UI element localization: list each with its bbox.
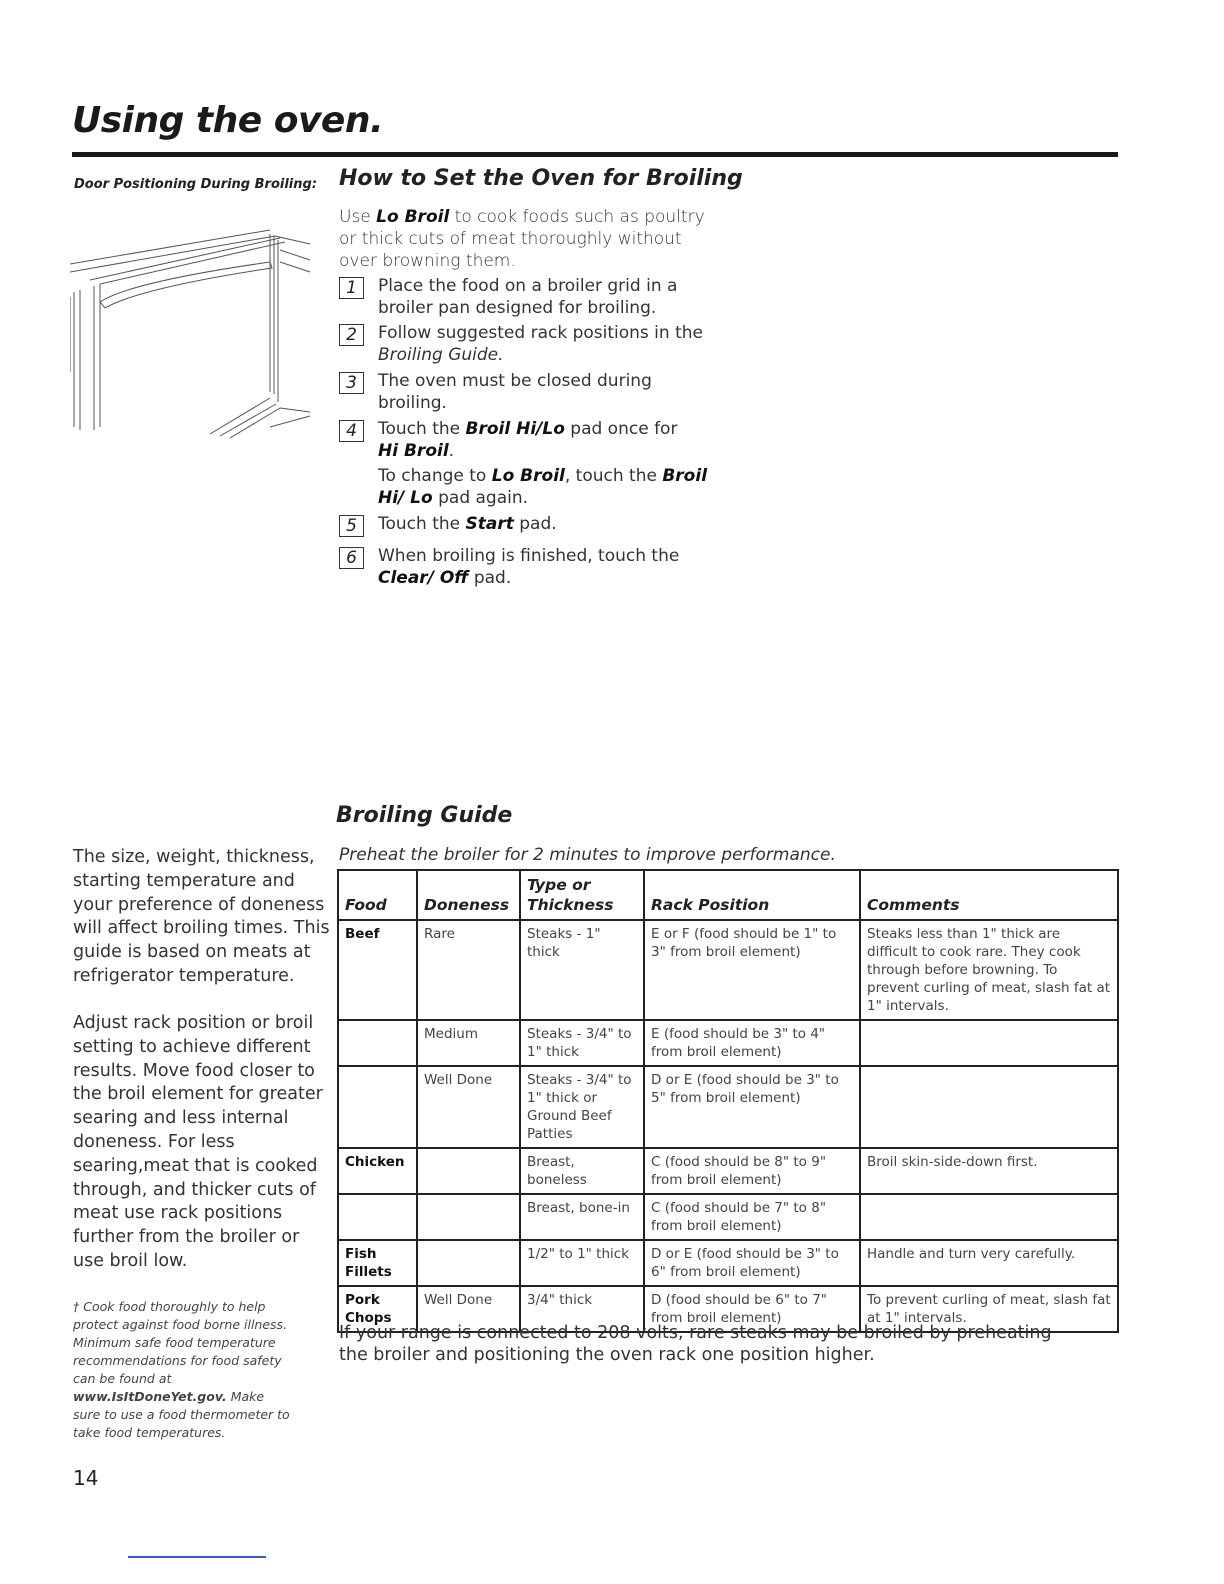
step-text: Touch the Broil Hi/Lo pad once for Hi Broil. [378,419,678,461]
table-cell-food: Beef [338,920,417,1020]
table-cell-rack: D (food should be 6" to 7" from broil element) [644,1286,860,1332]
step-text: The oven must be closed during broiling. [378,371,652,413]
table-cell-doneness: Well Done [417,1066,520,1148]
step-number: 2 [339,324,364,346]
table-row [338,1020,1118,1066]
table-row [338,1066,1118,1148]
table-cell-comments: Broil skin-side-down first. [860,1148,1118,1194]
table-cell-doneness [417,1148,520,1194]
table-row [338,1240,1118,1286]
table-header-row [338,870,1118,920]
broiling-guide-heading: Broiling Guide [336,803,513,828]
step-text: When broiling is finished, touch the Clear/ Off pad. [378,546,680,588]
column-header-rack: Rack Position [644,870,860,920]
table-cell-rack: D or E (food should be 3" to 6" from broil element) [644,1240,860,1286]
step-6 [339,545,719,589]
table-cell-doneness: Well Done [417,1286,520,1332]
column-header-food: Food [338,870,417,920]
step-5 [339,513,719,537]
table-cell-food: Chicken [338,1148,417,1194]
table-cell-doneness [417,1240,520,1286]
table-cell-type: Breast, boneless [520,1148,644,1194]
column-header-type: Type or Thickness [520,870,644,920]
table-cell-rack: C (food should be 7" to 8" from broil element) [644,1194,860,1240]
page-number: 14 [73,1466,99,1490]
sidebar-paragraph-1: The size, weight, thickness, starting temperature and your preference of doneness will affect broiling times. This guide is based on meats at refrigerator temperature. [73,847,330,986]
table-cell-food: Fish Fillets [338,1240,417,1286]
door-caption: Door Positioning During Broiling: [74,177,318,192]
table-cell-doneness [417,1194,520,1240]
food-safety-footnote: † Cook food thoroughly to help protect against food borne illness. Minimum safe food temperature recommendations for food safety can be found at www.IsItDoneYet.gov. Make sure to use a food thermometer to take food temperatures. [73,1299,290,1440]
step-number: 5 [339,515,364,537]
table-cell-rack: E or F (food should be 1" to 3" from broil element) [644,920,860,1020]
step-number: 3 [339,372,364,394]
208-volt-note: If your range is connected to 208 volts, rare steaks may be broiled by preheating the broiler and positioning the oven rack one position higher. [339,1323,1052,1365]
table-cell-comments [860,1194,1118,1240]
table-cell-food [338,1066,417,1148]
table-row [338,1194,1118,1240]
step-4 [339,418,719,462]
step-number: 1 [339,277,364,299]
step-text: Place the food on a broiler grid in a broiler pan designed for broiling. [378,276,678,318]
table-cell-food [338,1194,417,1240]
table-row [338,1148,1118,1194]
step-text: Follow suggested rack positions in the Broiling Guide. [378,323,703,365]
sidebar-paragraph-2: Adjust rack position or broil setting to achieve different results. Move food closer to the broil element for greater searing and less internal doneness. For less searing,meat that is cooked through, and thicker cuts of meat use rack positions further from the broiler or use broil low. [73,1013,323,1271]
bottom-link-underline [128,1556,266,1558]
table-cell-rack: C (food should be 8" to 9" from broil element) [644,1148,860,1194]
table-cell-type: 1/2" to 1" thick [520,1240,644,1286]
step-1 [339,275,719,319]
step-4-note: To change to Lo Broil, touch the Broil Hi/ Lo pad again. [378,466,708,508]
title-divider [72,152,1118,157]
table-cell-type: Steaks - 3/4" to 1" thick [520,1020,644,1066]
food-safety-link[interactable]: www.IsItDoneYet.gov. [73,1389,227,1404]
step-number: 4 [339,420,364,442]
step-3 [339,370,719,414]
broil-intro: Use Lo Broil to cook foods such as poultry or thick cuts of meat thoroughly without over browning them. [339,207,705,271]
oven-door-illustration [70,222,320,440]
column-header-comments: Comments [860,870,1118,920]
table-row [338,920,1118,1020]
table-cell-doneness: Rare [417,920,520,1020]
step-2 [339,322,719,366]
page-title: Using the oven. [72,100,384,141]
table-cell-doneness: Medium [417,1020,520,1066]
table-cell-type: Steaks - 1" thick [520,920,644,1020]
table-cell-food [338,1020,417,1066]
step-number: 6 [339,547,364,569]
table-cell-comments [860,1020,1118,1066]
table-cell-comments: To prevent curling of meat, slash fat at 1" intervals. [860,1286,1118,1332]
table-cell-comments: Steaks less than 1" thick are difficult to cook rare. They cook through before browning. To prevent curling of meat, slash fat at 1" intervals. [860,920,1118,1020]
table-cell-rack: D or E (food should be 3" to 5" from broil element) [644,1066,860,1148]
table-cell-type: Steaks - 3/4" to 1" thick or Ground Beef Patties [520,1066,644,1148]
step-text: Touch the Start pad. [378,514,557,534]
table-cell-comments: Handle and turn very carefully. [860,1240,1118,1286]
preheat-note: Preheat the broiler for 2 minutes to improve performance. [339,845,836,865]
broil-setup-heading: How to Set the Oven for Broiling [339,166,743,191]
table-cell-comments [860,1066,1118,1148]
broiling-guide-table [337,869,1119,1333]
table-cell-food: Pork Chops [338,1286,417,1332]
column-header-doneness: Doneness [417,870,520,920]
table-cell-type: 3/4" thick [520,1286,644,1332]
table-cell-type: Breast, bone-in [520,1194,644,1240]
table-cell-rack: E (food should be 3" to 4" from broil element) [644,1020,860,1066]
